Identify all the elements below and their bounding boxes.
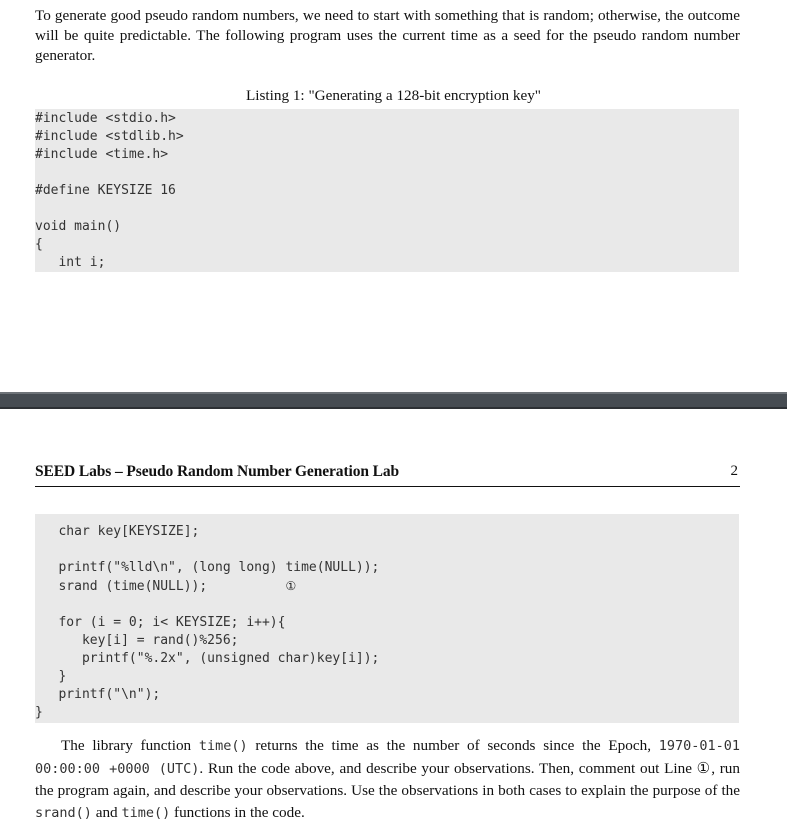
- body-text: The library function: [61, 737, 199, 754]
- body-text: and: [91, 803, 122, 821]
- inline-code-epoch: 1970-01-01 00:00:00 +0000 (UTC): [35, 738, 740, 777]
- intro-paragraph: To generate good pseudo random numbers, we need to start with something that is random; otherwise, the outcome will be quite predictable. The following program uses the current time as a seed for the pseudo random number generator.: [35, 7, 740, 64]
- code-line: printf("\n");: [35, 687, 161, 702]
- body-text: , run the program again, and describe your observations. Use the observations in both cases to explain the purpose of the: [35, 759, 740, 799]
- listing-caption: Listing 1: "Generating a 128-bit encryption key": [246, 87, 541, 104]
- body-paragraph: [35, 735, 740, 824]
- code-line: #define KEYSIZE 16: [35, 183, 176, 198]
- code-line: }: [35, 705, 43, 720]
- inline-code-srand: srand(): [35, 804, 92, 821]
- code-line: for (i = 0; i< KEYSIZE; i++){: [35, 615, 286, 630]
- code-line: int i;: [35, 255, 106, 270]
- page-header: [35, 460, 740, 487]
- lab-title: SEED Labs – Pseudo Random Number Generation Lab: [35, 463, 400, 480]
- page-break-divider: [0, 392, 787, 409]
- code-line: #include <time.h>: [35, 147, 169, 162]
- body-text: functions in the code.: [170, 803, 305, 821]
- page-number: 2: [730, 463, 738, 479]
- code-line: char key[KEYSIZE];: [35, 524, 200, 539]
- code-line: #include <stdio.h>: [35, 111, 176, 126]
- code-line: void main(): [35, 219, 122, 234]
- code-block-page1: [35, 110, 184, 272]
- code-line: }: [35, 669, 67, 684]
- code-line: printf("%lld\n", (long long) time(NULL));: [35, 560, 380, 575]
- code-line: {: [35, 237, 43, 252]
- line-reference-marker: ①: [696, 759, 712, 777]
- code-block-page2: [35, 523, 379, 722]
- code-line: srand (time(NULL));: [35, 579, 208, 594]
- line-marker-circled-one: ①: [285, 579, 297, 593]
- body-text: . Run the code above, and describe your observations. Then, comment out Line: [199, 759, 697, 777]
- inline-code-time: time(): [198, 738, 248, 754]
- code-line: key[i] = rand()%256;: [35, 633, 239, 648]
- body-text: returns the time as the number of seconds since the Epoch,: [247, 737, 659, 754]
- inline-code-time-2: time(): [121, 804, 171, 821]
- code-line: printf("%.2x", (unsigned char)key[i]);: [35, 651, 380, 666]
- code-line: #include <stdlib.h>: [35, 129, 184, 144]
